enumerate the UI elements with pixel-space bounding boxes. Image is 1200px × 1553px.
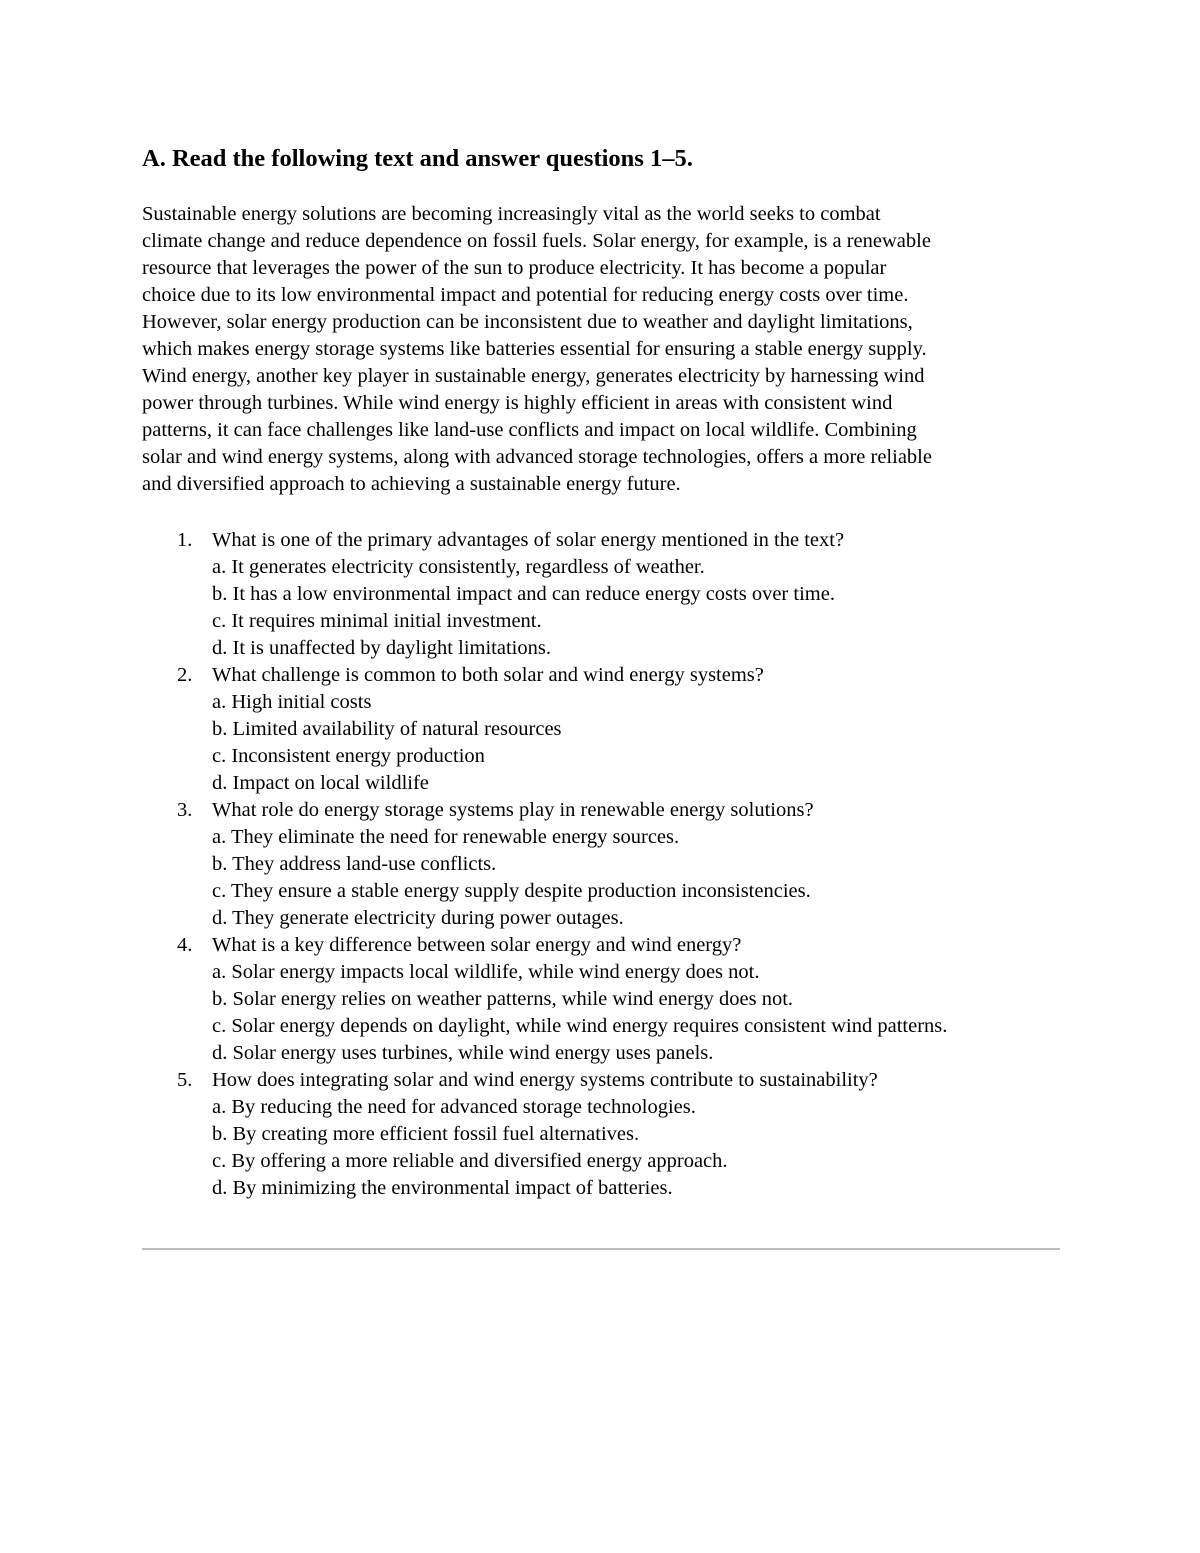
reading-passage — [142, 201, 1067, 498]
answer-option: b. Limited availability of natural resources — [212, 718, 562, 740]
answer-option: c. By offering a more reliable and diversified energy approach. — [212, 1150, 728, 1172]
answer-option: b. Solar energy relies on weather patterns, while wind energy does not. — [212, 988, 794, 1010]
answer-option: d. By minimizing the environmental impact of batteries. — [212, 1177, 673, 1199]
question-text: What is one of the primary advantages of solar energy mentioned in the text? — [212, 529, 845, 551]
answer-option: c. Solar energy depends on daylight, while wind energy requires consistent wind patterns. — [212, 1015, 948, 1037]
question-row — [142, 797, 1067, 824]
passage-line: patterns, it can face challenges like land-use conflicts and impact on local wildlife. Combining — [142, 419, 917, 441]
passage-line: power through turbines. While wind energy is highly efficient in areas with consistent wind — [142, 392, 893, 414]
horizontal-divider — [142, 1248, 1060, 1250]
passage-line: solar and wind energy systems, along with advanced storage technologies, offers a more reliable — [142, 446, 932, 468]
answer-options — [142, 689, 1067, 797]
answer-option: a. They eliminate the need for renewable energy sources. — [212, 826, 680, 848]
answer-option: b. By creating more efficient fossil fuel alternatives. — [212, 1123, 640, 1145]
question-row — [142, 662, 1067, 689]
answer-option: c. Inconsistent energy production — [212, 745, 485, 767]
question-number: 5. — [177, 1069, 193, 1091]
answer-option: d. They generate electricity during power outages. — [212, 907, 624, 929]
passage-line: choice due to its low environmental impact and potential for reducing energy costs over time. — [142, 284, 909, 306]
answer-option: b. It has a low environmental impact and can reduce energy costs over time. — [212, 583, 835, 605]
answer-option: a. High initial costs — [212, 691, 372, 713]
answer-option: c. They ensure a stable energy supply despite production inconsistencies. — [212, 880, 811, 902]
question-row — [142, 932, 1067, 959]
question-text: What challenge is common to both solar and wind energy systems? — [212, 664, 764, 686]
question-list — [142, 527, 1067, 1202]
answer-option: a. By reducing the need for advanced storage technologies. — [212, 1096, 696, 1118]
answer-option: d. Solar energy uses turbines, while wind energy uses panels. — [212, 1042, 714, 1064]
question-item — [142, 1067, 1067, 1202]
question-row — [142, 527, 1067, 554]
passage-line: which makes energy storage systems like batteries essential for ensuring a stable energy supply. — [142, 338, 927, 360]
question-text: How does integrating solar and wind energy systems contribute to sustainability? — [212, 1069, 878, 1091]
answer-option: c. It requires minimal initial investment. — [212, 610, 542, 632]
question-number: 2. — [177, 664, 193, 686]
question-item — [142, 797, 1067, 932]
answer-option: d. Impact on local wildlife — [212, 772, 429, 794]
question-text: What role do energy storage systems play in renewable energy solutions? — [212, 799, 814, 821]
passage-line: Wind energy, another key player in sustainable energy, generates electricity by harnessing wind — [142, 365, 925, 387]
question-text: What is a key difference between solar energy and wind energy? — [212, 934, 742, 956]
question-row — [142, 1067, 1067, 1094]
answer-options — [142, 1094, 1067, 1202]
passage-line: and diversified approach to achieving a sustainable energy future. — [142, 473, 681, 495]
passage-line: climate change and reduce dependence on fossil fuels. Solar energy, for example, is a renewable — [142, 230, 931, 252]
question-item — [142, 932, 1067, 1067]
answer-options — [142, 959, 1067, 1067]
passage-line: However, solar energy production can be inconsistent due to weather and daylight limitations, — [142, 311, 913, 333]
question-number: 4. — [177, 934, 193, 956]
answer-option: a. Solar energy impacts local wildlife, while wind energy does not. — [212, 961, 760, 983]
question-item — [142, 527, 1067, 662]
answer-options — [142, 824, 1067, 932]
answer-option: d. It is unaffected by daylight limitations. — [212, 637, 551, 659]
answer-option: a. It generates electricity consistently, regardless of weather. — [212, 556, 705, 578]
answer-option: b. They address land-use conflicts. — [212, 853, 497, 875]
answer-options — [142, 554, 1067, 662]
question-item — [142, 662, 1067, 797]
question-number: 3. — [177, 799, 193, 821]
passage-line: resource that leverages the power of the sun to produce electricity. It has become a popular — [142, 257, 887, 279]
section-heading: A. Read the following text and answer questions 1–5. — [142, 145, 693, 172]
question-number: 1. — [177, 529, 193, 551]
passage-line: Sustainable energy solutions are becoming increasingly vital as the world seeks to combat — [142, 203, 881, 225]
